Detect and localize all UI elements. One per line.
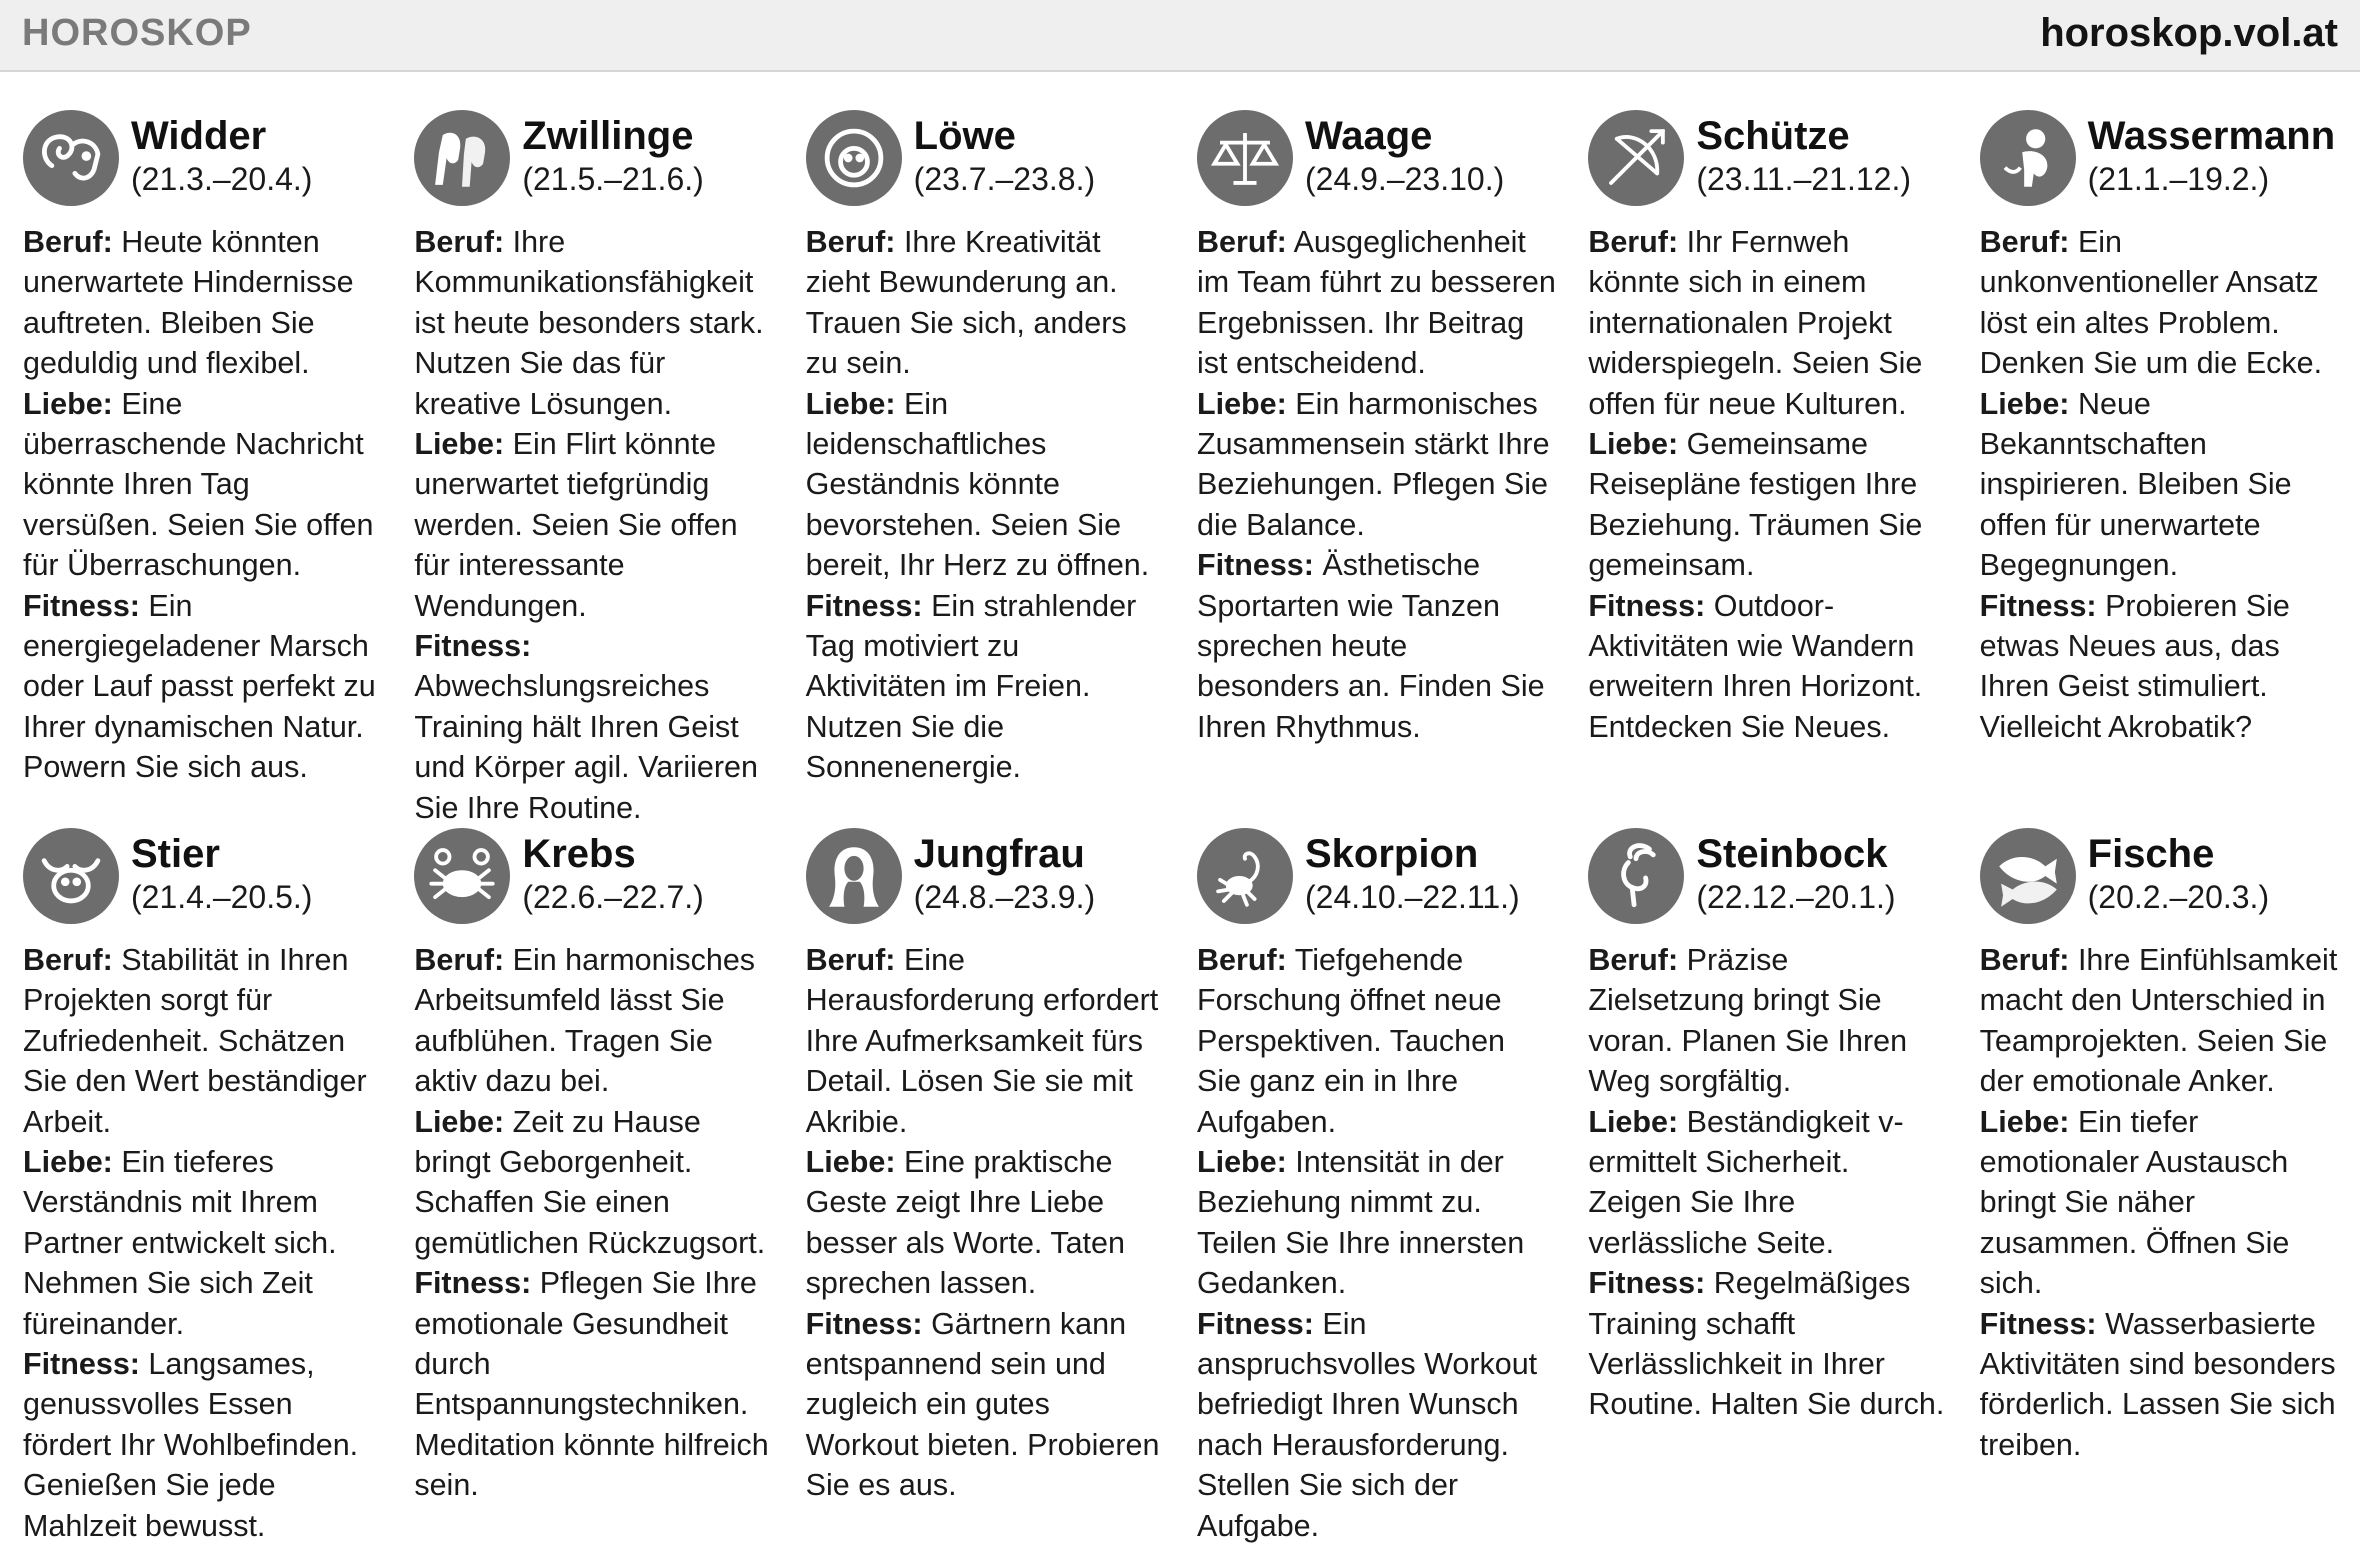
liebe-text: Ein tiefer emotionaler Austausch bringt Sie näher zusammen. Öffnen Sie sich. bbox=[1979, 1104, 2290, 1301]
sign-card-krebs bbox=[391, 826, 782, 1518]
beruf-label: Beruf: bbox=[23, 225, 113, 259]
fitness-label: Fitness: bbox=[1588, 588, 1706, 623]
liebe-label: Liebe: bbox=[23, 386, 113, 421]
beruf-text: Tiefgehende Forschung öffnet neue Perspektiven. Tauchen Sie ganz ein in Ihre Aufgaben. bbox=[1196, 943, 1506, 1139]
beruf-text: Ihre Einfühlsamkeit macht den Unterschied in Teamprojekten. Seien Sie der emotionale Anker. bbox=[1979, 943, 2338, 1099]
fish-icon bbox=[1980, 828, 2076, 924]
sign-name: Wassermann bbox=[2087, 114, 2336, 158]
fitness-text: Abwechslungsreiches Training hält Ihren Geist und Körper agil. Variieren Sie Ihre Routine. bbox=[414, 669, 758, 825]
sign-card-waage bbox=[1174, 108, 1565, 826]
virgin-icon bbox=[806, 828, 902, 924]
beruf-text: Heute könnten unerwartete Hindernisse auftreten. Bleiben Sie geduldig und flexibel. bbox=[23, 225, 354, 381]
fitness-text: Pflegen Sie Ihre emotionale Gesundheit durch Entspannungstechniken. Meditation könnte hilfreich sein. bbox=[414, 1266, 769, 1503]
sign-name: Jungfrau bbox=[913, 832, 1085, 876]
fitness-text: Probieren Sie etwas Neues aus, das Ihren Geist stimuliert. Vielleicht Akrobatik? bbox=[1979, 588, 2290, 744]
water-bearer-icon bbox=[1980, 110, 2076, 206]
crab-icon bbox=[414, 828, 510, 924]
beruf-text: Ein harmonisches Arbeitsumfeld lässt Sie aufblühen. Tragen Sie aktiv dazu bei. bbox=[414, 943, 756, 1099]
liebe-text: Neue Bekanntschaften inspirieren. Bleiben Sie offen für unerwartete Begegnungen. bbox=[1979, 386, 2292, 583]
bow-arrow-icon bbox=[1588, 110, 1684, 206]
sign-dates: (21.3.–20.4.) bbox=[131, 161, 313, 197]
liebe-text: Ein tieferes Verständnis mit Ihrem Partner entwickelt sich. Nehmen Sie sich Zeit füreinander. bbox=[23, 1145, 337, 1341]
sign-card-steinbock bbox=[1565, 826, 1956, 1518]
liebe-text: Gemeinsame Reisepläne festigen Ihre Beziehung. Träumen Sie gemeinsam. bbox=[1588, 427, 1923, 583]
fitness-text: Ein energiegeladener Marsch oder Lauf passt perfekt zu Ihrer dynamischen Natur. Powern Sie sich aus. bbox=[23, 588, 376, 785]
sign-dates: (22.6.–22.7.) bbox=[522, 879, 704, 915]
fitness-label: Fitness: bbox=[1196, 1306, 1314, 1341]
fitness-label: Fitness: bbox=[23, 588, 140, 623]
liebe-label: Liebe: bbox=[805, 386, 896, 421]
fitness-label: Fitness: bbox=[805, 588, 923, 623]
beruf-label: Beruf: bbox=[1588, 943, 1679, 977]
fitness-label: Fitness: bbox=[1196, 548, 1314, 583]
fitness-label: Fitness: bbox=[414, 629, 532, 664]
liebe-label: Liebe: bbox=[23, 1145, 113, 1180]
liebe-label: Liebe: bbox=[1979, 1104, 2070, 1139]
beruf-text: Ausgeglichenheit im Team führt zu besseren Ergebnissen. Ihr Beitrag ist entscheidend. bbox=[1196, 225, 1556, 381]
fitness-text: Ein anspruchsvolles Workout befriedigt Ihren Wunsch nach Herausforderung. Stellen Sie sich der Aufgabe. bbox=[1196, 1306, 1538, 1543]
liebe-label: Liebe: bbox=[1196, 386, 1287, 421]
sign-dates: (24.9.–23.10.) bbox=[1304, 161, 1505, 197]
liebe-label: Liebe: bbox=[1979, 386, 2070, 421]
sign-name: Steinbock bbox=[1696, 832, 1888, 876]
beruf-label: Beruf: bbox=[23, 943, 113, 977]
beruf-label: Beruf: bbox=[1979, 943, 2070, 977]
liebe-text: Intensität in der Beziehung nimmt zu. Teilen Sie Ihre innersten Gedanken. bbox=[1196, 1145, 1525, 1301]
beruf-text: Präzise Zielsetzung bringt Sie voran. Planen Sie Ihren Weg sorgfältig. bbox=[1588, 943, 1908, 1099]
fitness-text: Langsames, genussvolles Essen fördert Ihr Wohlbefinden. Genießen Sie jede Mahlzeit bewusst. bbox=[23, 1347, 359, 1543]
beruf-label: Beruf: bbox=[414, 943, 505, 977]
liebe-text: Ein harmonisches Zusammensein stärkt Ihre Beziehungen. Pflegen Sie die Balance. bbox=[1196, 386, 1550, 542]
fitness-label: Fitness: bbox=[23, 1347, 140, 1382]
sign-card-widder bbox=[0, 108, 391, 826]
beruf-label: Beruf: bbox=[1588, 225, 1679, 259]
sign-name: Fische bbox=[2087, 832, 2215, 876]
fitness-text: Wasserbasierte Aktivitäten sind besonders förderlich. Lassen Sie sich treiben. bbox=[1979, 1306, 2336, 1462]
fitness-label: Fitness: bbox=[1979, 1306, 2097, 1341]
bull-icon bbox=[23, 828, 119, 924]
scorpion-icon bbox=[1197, 828, 1293, 924]
liebe-text: Ein Flirt könnte unerwartet tiefgründig werden. Seien Sie offen für interessante Wendungen. bbox=[414, 427, 738, 623]
fitness-label: Fitness: bbox=[805, 1306, 923, 1341]
sign-name: Waage bbox=[1304, 114, 1433, 158]
sign-card-jungfrau bbox=[783, 826, 1174, 1518]
beruf-label: Beruf: bbox=[1196, 225, 1287, 259]
sign-card-schuetze bbox=[1565, 108, 1956, 826]
sign-card-loewe bbox=[783, 108, 1174, 826]
scales-icon bbox=[1197, 110, 1293, 206]
beruf-label: Beruf: bbox=[1196, 943, 1287, 977]
beruf-text: Ihre Kreativität zieht Bewunderung an. Trauen Sie sich, anders zu sein. bbox=[805, 225, 1127, 381]
fitness-text: Ein strahlender Tag motiviert zu Aktivitäten im Freien. Nutzen Sie die Sonnenenergie. bbox=[805, 588, 1137, 785]
twins-icon bbox=[414, 110, 510, 206]
lion-icon bbox=[806, 110, 902, 206]
beruf-label: Beruf: bbox=[805, 225, 896, 259]
ram-icon bbox=[23, 110, 119, 206]
liebe-label: Liebe: bbox=[1588, 1104, 1679, 1139]
beruf-label: Beruf: bbox=[1979, 225, 2070, 259]
site-url: horoskop.vol.at bbox=[2040, 11, 2338, 55]
beruf-text: Ein unkonventioneller Ansatz löst ein altes Problem. Denken Sie um die Ecke. bbox=[1979, 225, 2323, 381]
section-title: HOROSKOP bbox=[22, 12, 252, 54]
sign-card-skorpion bbox=[1174, 826, 1565, 1543]
sign-card-wassermann bbox=[1957, 108, 2348, 826]
beruf-text: Ihr Fernweh könnte sich in einem internationalen Projekt widerspiegeln. Seien Sie offen für neue Kulturen. bbox=[1588, 225, 1923, 421]
beruf-text: Stabilität in Ihren Projekten sorgt für Zufriedenheit. Schätzen Sie den Wert beständiger Arbeit. bbox=[23, 943, 367, 1139]
sign-dates: (21.4.–20.5.) bbox=[131, 879, 313, 915]
sign-name: Widder bbox=[131, 114, 267, 158]
beruf-text: Eine Herausforderung erfordert Ihre Aufmerksamkeit fürs Detail. Lösen Sie sie mit Akribie. bbox=[805, 943, 1159, 1139]
sign-dates: (24.10.–22.11.) bbox=[1304, 879, 1520, 915]
sign-name: Skorpion bbox=[1304, 832, 1479, 876]
capricorn-icon bbox=[1588, 828, 1684, 924]
sign-name: Schütze bbox=[1696, 114, 1850, 158]
sign-dates: (21.1.–19.2.) bbox=[2087, 161, 2270, 197]
liebe-text: Eine überraschende Nachricht könnte Ihren Tag versüßen. Seien Sie offen für Überraschungen. bbox=[23, 386, 374, 583]
sign-dates: (23.11.–21.12.) bbox=[1696, 161, 1911, 197]
liebe-label: Liebe: bbox=[414, 1104, 505, 1139]
liebe-text: Eine praktische Geste zeigt Ihre Liebe besser als Worte. Taten sprechen lassen. bbox=[805, 1145, 1125, 1301]
fitness-text: Ästhetische Sportarten wie Tanzen sprechen heute besonders an. Finden Sie Ihren Rhythmus. bbox=[1196, 548, 1545, 744]
sign-dates: (21.5.–21.6.) bbox=[522, 161, 704, 197]
liebe-label: Liebe: bbox=[1588, 427, 1679, 462]
sign-name: Stier bbox=[131, 832, 220, 876]
sign-dates: (24.8.–23.9.) bbox=[913, 879, 1096, 915]
fitness-label: Fitness: bbox=[1979, 588, 2097, 623]
liebe-label: Liebe: bbox=[1196, 1145, 1287, 1180]
liebe-label: Liebe: bbox=[805, 1145, 896, 1180]
horoscope-grid bbox=[0, 108, 2360, 1543]
fitness-text: Outdoor-Aktivitäten wie Wandern erweitern Ihren Horizont. Entdecken Sie Neues. bbox=[1588, 588, 1923, 744]
liebe-text: Beständigkeit v-ermittelt Sicherheit. Zeigen Sie Ihre verlässliche Seite. bbox=[1588, 1104, 1904, 1260]
fitness-label: Fitness: bbox=[1588, 1266, 1706, 1301]
sign-dates: (23.7.–23.8.) bbox=[913, 161, 1096, 197]
sign-name: Zwillinge bbox=[522, 114, 694, 158]
sign-card-stier bbox=[0, 826, 391, 1543]
sign-name: Löwe bbox=[913, 114, 1016, 158]
beruf-label: Beruf: bbox=[414, 225, 505, 259]
liebe-label: Liebe: bbox=[414, 427, 505, 462]
sign-card-zwillinge bbox=[391, 108, 782, 826]
fitness-text: Gärtnern kann entspannend sein und zugleich ein gutes Workout bieten. Probieren Sie es aus. bbox=[805, 1306, 1160, 1503]
fitness-text: Regelmäßiges Training schafft Verlässlichkeit in Ihrer Routine. Halten Sie durch. bbox=[1588, 1266, 1945, 1422]
liebe-text: Ein leidenschaftliches Geständnis könnte bevorstehen. Seien Sie bereit, Ihr Herz zu öffnen. bbox=[805, 386, 1150, 583]
beruf-text: Ihre Kommunikationsfähigkeit ist heute besonders stark. Nutzen Sie das für kreative Lösungen. bbox=[414, 225, 764, 421]
sign-dates: (20.2.–20.3.) bbox=[2087, 879, 2270, 915]
sign-dates: (22.12.–20.1.) bbox=[1696, 879, 1896, 915]
header-bar bbox=[0, 0, 2360, 72]
sign-card-fische bbox=[1957, 826, 2348, 1518]
sign-name: Krebs bbox=[522, 832, 636, 876]
beruf-label: Beruf: bbox=[805, 943, 896, 977]
liebe-text: Zeit zu Hause bringt Geborgenheit. Schaffen Sie einen gemütlichen Rückzugsort. bbox=[414, 1104, 766, 1260]
fitness-label: Fitness: bbox=[414, 1266, 532, 1301]
